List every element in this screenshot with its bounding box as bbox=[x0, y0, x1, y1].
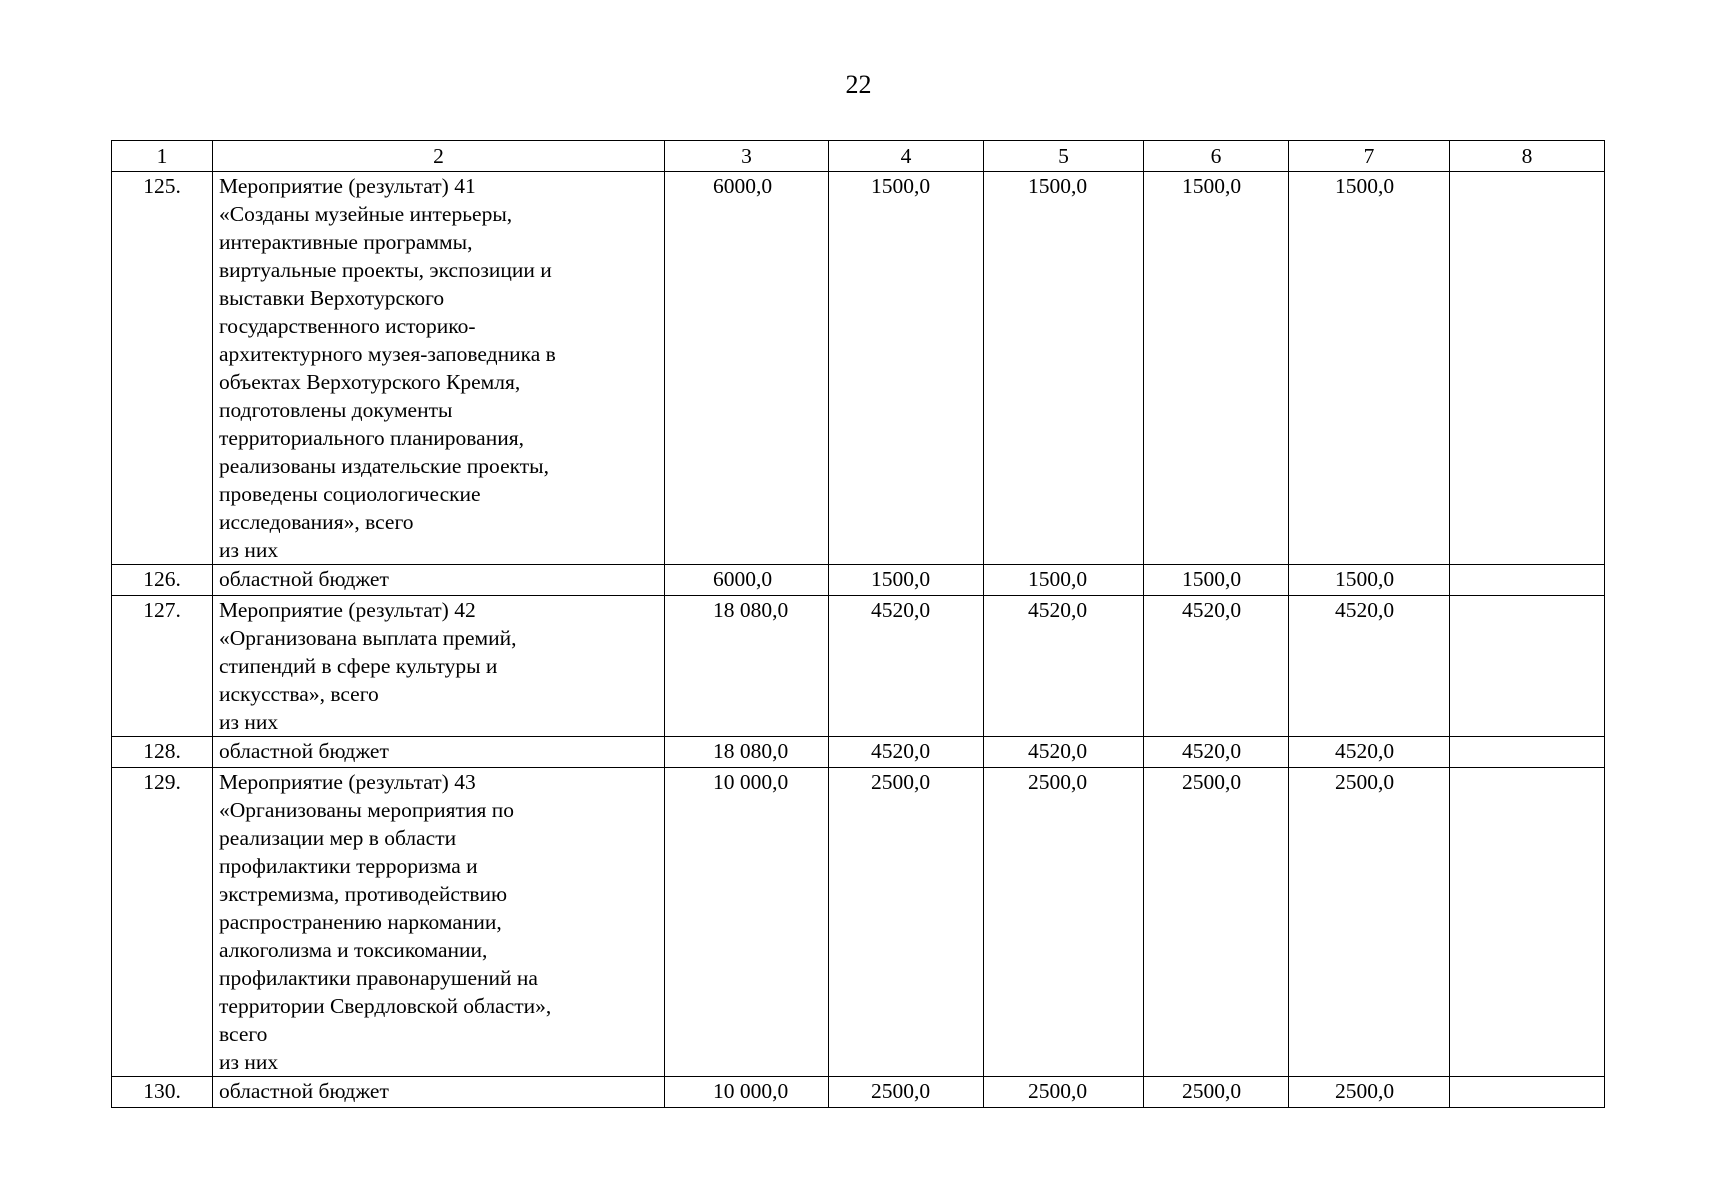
row-name: областной бюджет bbox=[213, 565, 665, 596]
header-row bbox=[112, 141, 1605, 172]
cell-col-8 bbox=[1450, 596, 1605, 737]
cell-col-3: 6000,0 bbox=[665, 172, 829, 565]
cell-col-4: 1500,0 bbox=[829, 172, 984, 565]
table-row bbox=[112, 565, 1605, 596]
row-name: Мероприятие (результат) 42 «Организована выплата премий, стипендий в сфере культуры и искусства», всего из них bbox=[213, 596, 665, 737]
budget-table bbox=[111, 140, 1605, 1108]
cell-col-4: 1500,0 bbox=[829, 565, 984, 596]
column-header-5: 5 bbox=[984, 141, 1144, 172]
cell-col-7: 2500,0 bbox=[1289, 1077, 1450, 1108]
row-number: 129. bbox=[112, 768, 213, 1077]
cell-col-5: 4520,0 bbox=[984, 596, 1144, 737]
cell-col-4: 2500,0 bbox=[829, 1077, 984, 1108]
cell-col-4: 4520,0 bbox=[829, 596, 984, 737]
row-name: Мероприятие (результат) 41 «Созданы музейные интерьеры, интерактивные программы, виртуальные проекты, экспозиции и выставки Верхотурского государственного историко- архитектурного музея-заповедника в объектах Верхотурского Кремля, подготовлены документы территориального планирования, реализованы издательские проекты, проведены социологические исследования», всего из них bbox=[213, 172, 665, 565]
cell-col-3: 18 080,0 bbox=[665, 737, 829, 768]
cell-col-6: 4520,0 bbox=[1144, 596, 1289, 737]
column-header-6: 6 bbox=[1144, 141, 1289, 172]
cell-col-8 bbox=[1450, 768, 1605, 1077]
cell-col-8 bbox=[1450, 172, 1605, 565]
cell-col-5: 2500,0 bbox=[984, 768, 1144, 1077]
cell-col-6: 2500,0 bbox=[1144, 768, 1289, 1077]
cell-col-7: 4520,0 bbox=[1289, 596, 1450, 737]
table-row bbox=[112, 768, 1605, 1077]
column-header-1: 1 bbox=[112, 141, 213, 172]
column-header-3: 3 bbox=[665, 141, 829, 172]
cell-col-7: 1500,0 bbox=[1289, 172, 1450, 565]
row-number: 128. bbox=[112, 737, 213, 768]
cell-col-6: 1500,0 bbox=[1144, 565, 1289, 596]
column-header-8: 8 bbox=[1450, 141, 1605, 172]
cell-col-4: 2500,0 bbox=[829, 768, 984, 1077]
cell-col-5: 1500,0 bbox=[984, 172, 1144, 565]
cell-col-3: 10 000,0 bbox=[665, 768, 829, 1077]
column-header-4: 4 bbox=[829, 141, 984, 172]
cell-col-7: 2500,0 bbox=[1289, 768, 1450, 1077]
cell-col-4: 4520,0 bbox=[829, 737, 984, 768]
cell-col-5: 4520,0 bbox=[984, 737, 1144, 768]
cell-col-6: 4520,0 bbox=[1144, 737, 1289, 768]
cell-col-8 bbox=[1450, 1077, 1605, 1108]
row-number: 130. bbox=[112, 1077, 213, 1108]
cell-col-3: 6000,0 bbox=[665, 565, 829, 596]
row-name: областной бюджет bbox=[213, 737, 665, 768]
row-number: 126. bbox=[112, 565, 213, 596]
cell-col-8 bbox=[1450, 565, 1605, 596]
cell-col-7: 4520,0 bbox=[1289, 737, 1450, 768]
row-number: 127. bbox=[112, 596, 213, 737]
cell-col-8 bbox=[1450, 737, 1605, 768]
table-row bbox=[112, 737, 1605, 768]
cell-col-6: 2500,0 bbox=[1144, 1077, 1289, 1108]
row-number: 125. bbox=[112, 172, 213, 565]
cell-col-6: 1500,0 bbox=[1144, 172, 1289, 565]
table-row bbox=[112, 1077, 1605, 1108]
cell-col-5: 2500,0 bbox=[984, 1077, 1144, 1108]
cell-col-3: 10 000,0 bbox=[665, 1077, 829, 1108]
row-name: Мероприятие (результат) 43 «Организованы мероприятия по реализации мер в области профилактики терроризма и экстремизма, противодействию распространению наркомании, алкоголизма и токсикомании, профилактики правонарушений на территории Свердловской области», всего из них bbox=[213, 768, 665, 1077]
cell-col-7: 1500,0 bbox=[1289, 565, 1450, 596]
cell-col-3: 18 080,0 bbox=[665, 596, 829, 737]
page-number: 22 bbox=[845, 70, 872, 99]
column-header-2: 2 bbox=[213, 141, 665, 172]
row-name: областной бюджет bbox=[213, 1077, 665, 1108]
table-row bbox=[112, 596, 1605, 737]
table-row bbox=[112, 172, 1605, 565]
cell-col-5: 1500,0 bbox=[984, 565, 1144, 596]
column-header-7: 7 bbox=[1289, 141, 1450, 172]
